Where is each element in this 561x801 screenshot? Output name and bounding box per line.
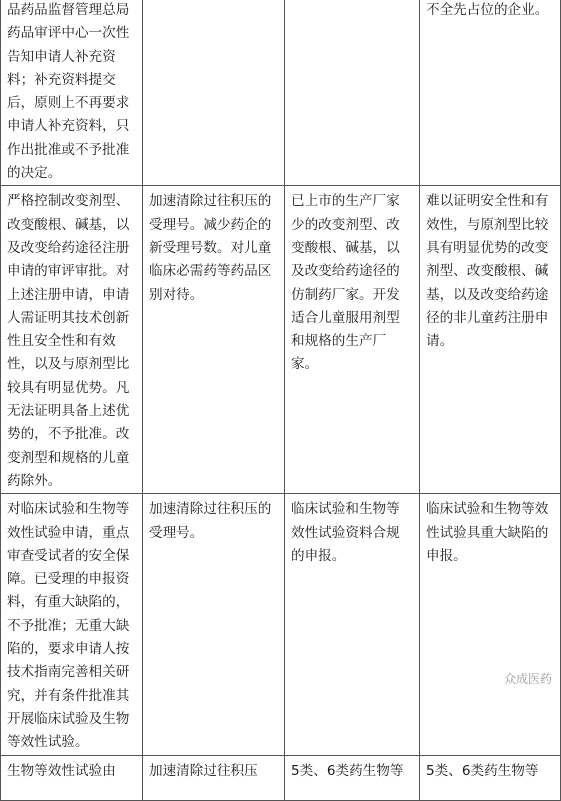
table-cell: 5类、6类药生物等 [285, 755, 420, 800]
table-cell: 难以证明安全性和有效性，与原剂型比较具有明显优势的改变剂型、改变酸根、碱基，以及改变给药途径的非儿童药注册申请。 [420, 186, 561, 494]
table-cell: 加速清除过往积压 [143, 755, 285, 800]
table-cell: 严格控制改变剂型、改变酸根、碱基，以及改变给药途径注册申请的审评审批。对上述注册申请，申请人需证明其技术创新性且安全性和有效性，以及与原剂型比较具有明显优势。凡无法证明具备上述优势的，不予批准。改变剂型和规格的儿童药除外。 [1, 186, 143, 494]
table-cell: 不全先占位的企业。 [420, 0, 561, 186]
table-cell: 加速清除过往积压的受理号。 [143, 494, 285, 755]
watermark: 众成医药 [501, 670, 555, 687]
table-cell [285, 0, 420, 186]
table-row [1, 0, 561, 186]
table-cell: 对临床试验和生物等效性试验申请，重点审查受试者的安全保障。已受理的申报资料，有重大缺陷的，不予批准；无重大缺陷的，要求申请人按技术指南完善相关研究，并有条件批准其开展临床试验及生物等效性试验。 [1, 494, 143, 755]
table-row [1, 755, 561, 800]
table-cell: 临床试验和生物等效性试验资料合规的申报。 [285, 494, 420, 755]
table-cell: 5类、6类药生物等 [420, 755, 561, 800]
table-cell [143, 0, 285, 186]
table-cell: 品药品监督管理总局药品审评中心一次性告知申请人补充资料；补充资料提交后，原则上不再要求申请人补充资料，只作出批准或不予批准的决定。 [1, 0, 143, 186]
table-cell: 加速清除过往积压的受理号。减少药企的新受理号数。对儿童临床必需药等药品区别对待。 [143, 186, 285, 494]
table-cell: 生物等效性试验由 [1, 755, 143, 800]
table-row [1, 186, 561, 494]
table-cell: 已上市的生产厂家少的改变剂型、改变酸根、碱基，以及改变给药途径的仿制药厂家。开发适合儿童服用剂型和规格的生产厂家。 [285, 186, 420, 494]
table-cell: 临床试验和生物等效性试验具重大缺陷的申报。 [420, 494, 561, 755]
table-row [1, 494, 561, 755]
